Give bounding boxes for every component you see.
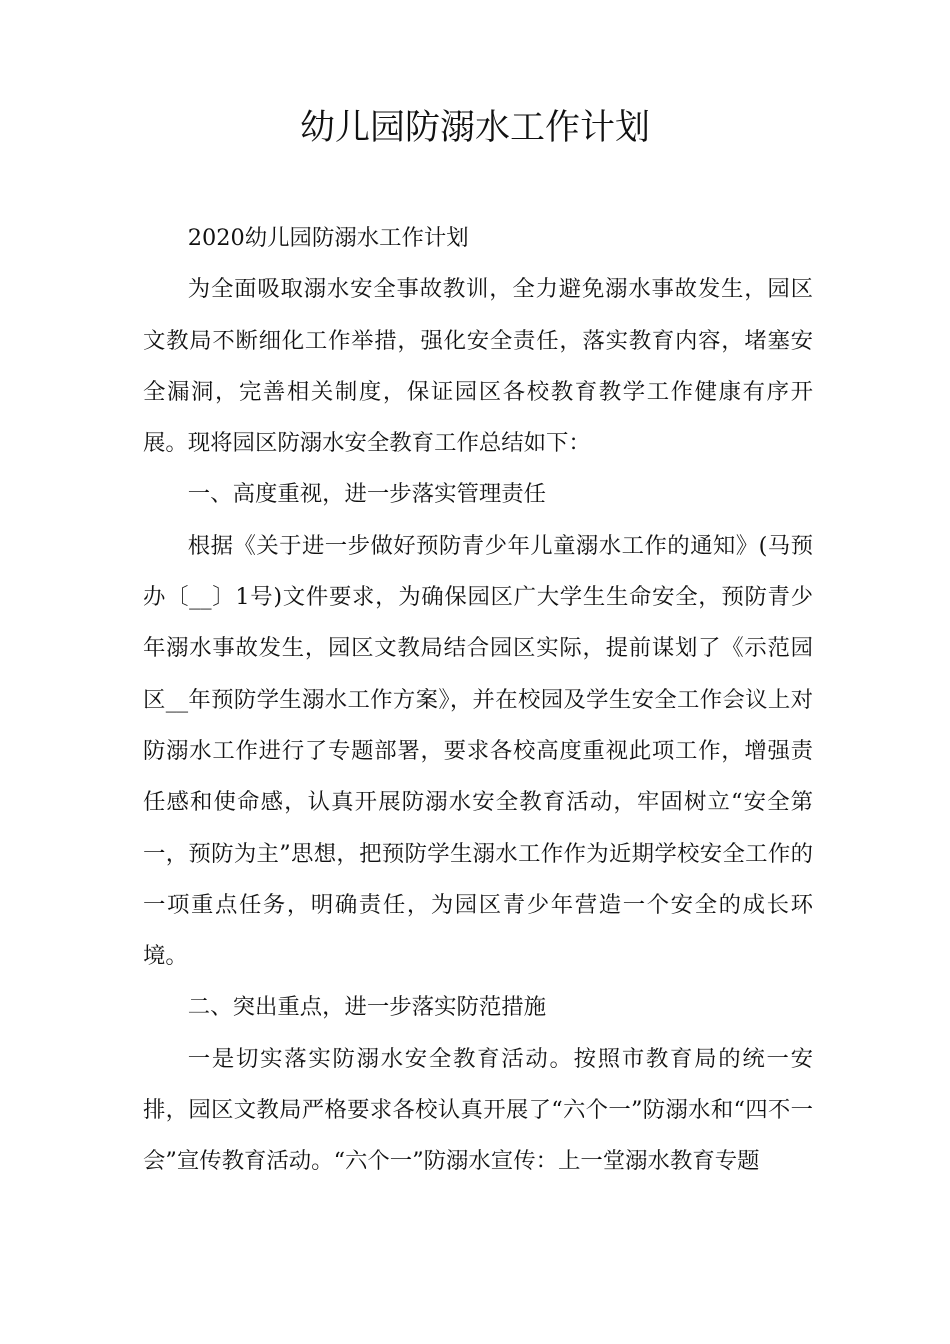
paragraph-intro: 为全面吸取溺水安全事故教训，全力避免溺水事故发生，园区文教局不断细化工作举措，强化安全责任，落实教育内容，堵塞安全漏洞，完善相关制度，保证园区各校教育教学工作健康有序开展。现将园区防溺水安全教育工作总结如下：: [143, 276, 813, 457]
paragraph-section-2: 一是切实落实防溺水安全教育活动。按照市教育局的统一安排，园区文教局严格要求各校认真开展了“六个一”防溺水和“四不一会”宣传教育活动。“六个一”防溺水宣传：上一堂溺水教育专题: [143, 1045, 813, 1175]
document-body: [143, 213, 813, 1188]
section-heading-1: 一、高度重视，进一步落实管理责任: [187, 481, 547, 508]
section-heading-2: 二、突出重点，进一步落实防范措施: [187, 994, 547, 1021]
paragraph-section-1: 根据《关于进一步做好预防青少年儿童溺水工作的通知》(马预办〔__〕1号)文件要求，为确保园区广大学生生命安全，预防青少年溺水事故发生，园区文教局结合园区实际，提前谋划了《示范园区__年预防学生溺水工作方案》，并在校园及学生安全工作会议上对防溺水工作进行了专题部署，要求各校高度重视此项工作，增强责任感和使命感，认真开展防溺水安全教育活动，牢固树立“安全第一，预防为主”思想，把预防学生溺水工作作为近期学校安全工作的一项重点任务，明确责任，为园区青少年营造一个安全的成长环境。: [143, 532, 813, 970]
document-title: 幼儿园防溺水工作计划: [299, 108, 650, 148]
paragraph-subtitle: 2020幼儿园防溺水工作计划: [187, 225, 469, 251]
